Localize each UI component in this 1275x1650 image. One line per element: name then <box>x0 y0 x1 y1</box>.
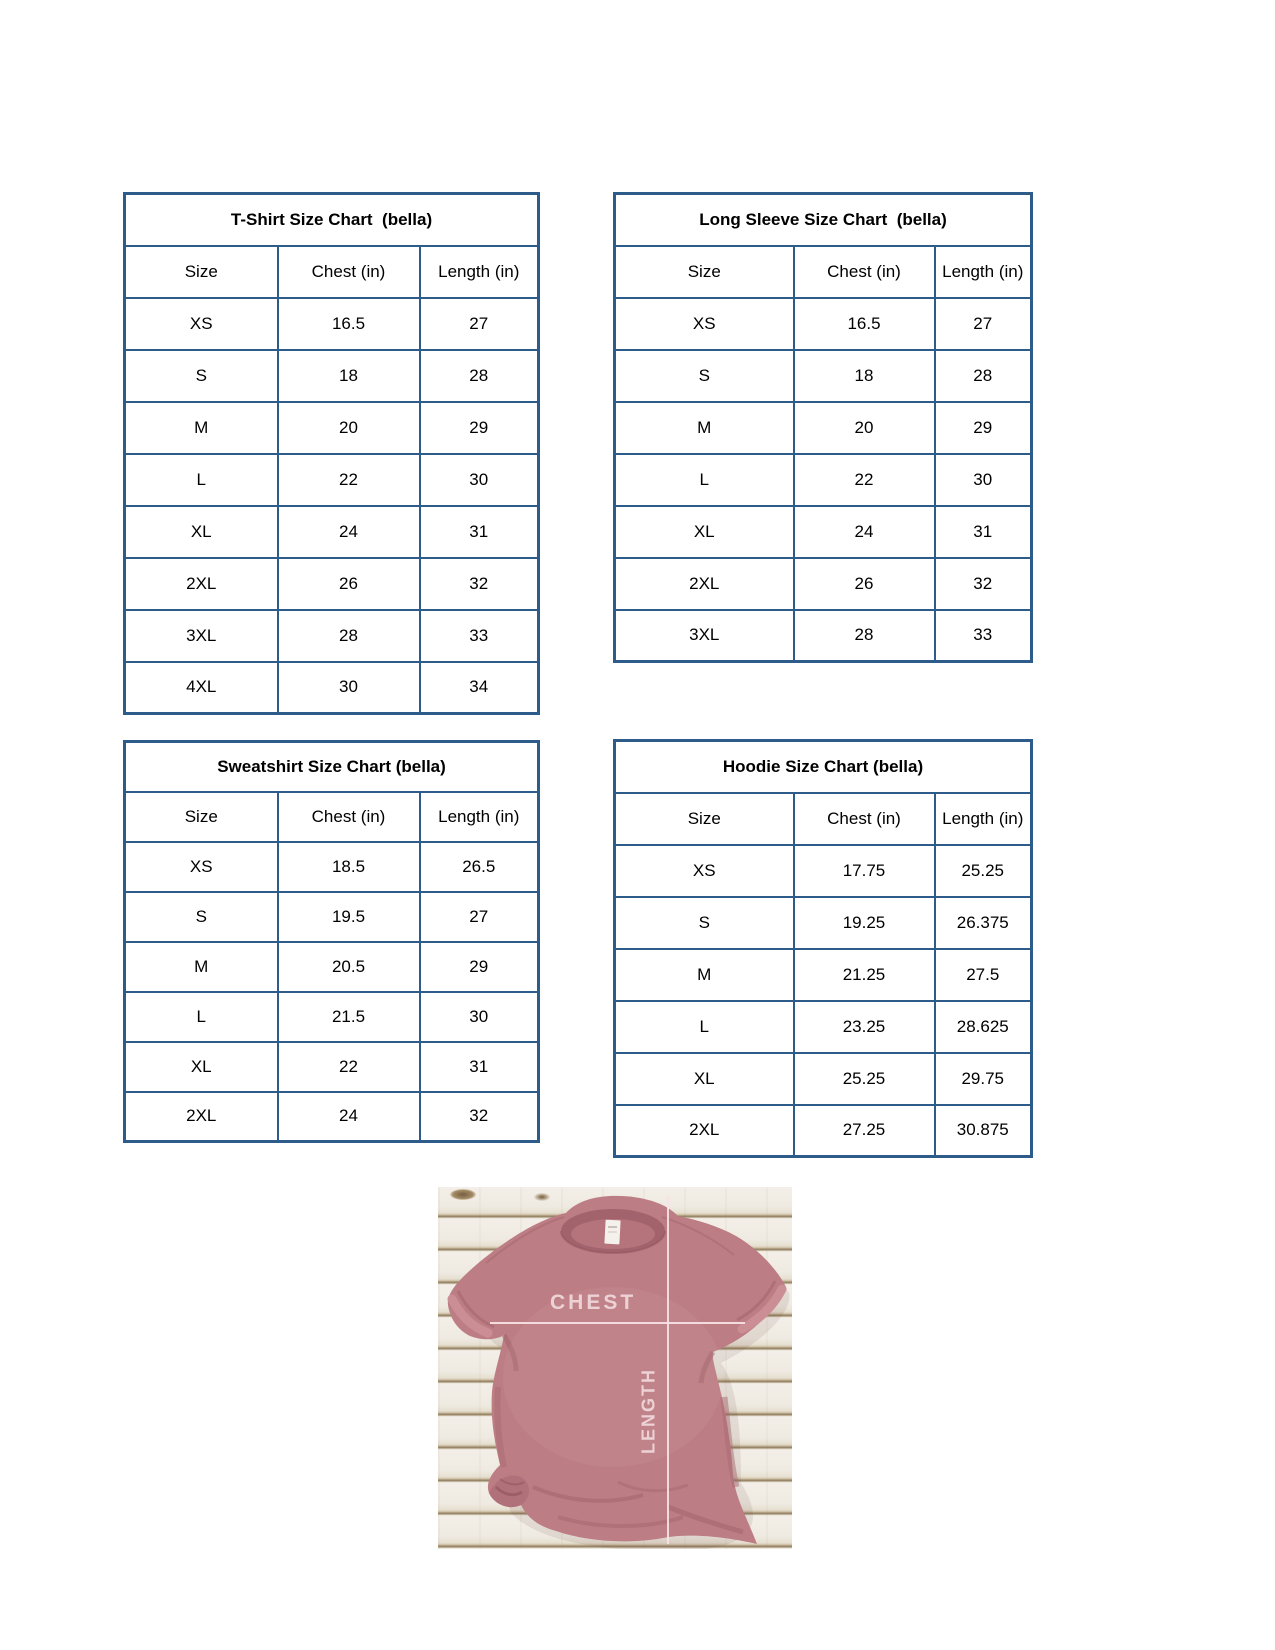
size-cell: M <box>125 402 278 454</box>
table-header-row <box>615 793 1032 845</box>
size-cell: L <box>125 992 278 1042</box>
table-row <box>125 350 539 402</box>
table-row <box>125 506 539 558</box>
chest-cell: 22 <box>794 454 935 506</box>
chest-cell: 25.25 <box>794 1053 935 1105</box>
table-row <box>125 454 539 506</box>
chest-cell: 26 <box>278 558 420 610</box>
size-cell: 2XL <box>125 558 278 610</box>
chest-cell: 26 <box>794 558 935 610</box>
table-row <box>125 662 539 714</box>
length-cell: 32 <box>420 558 539 610</box>
header-cell: Size <box>615 793 794 845</box>
table-row <box>615 298 1032 350</box>
length-cell: 31 <box>420 1042 539 1092</box>
length-cell: 26.5 <box>420 842 539 892</box>
length-cell: 27 <box>420 298 539 350</box>
size-guide-photo <box>438 1187 792 1549</box>
chest-cell: 21.5 <box>278 992 420 1042</box>
size-cell: S <box>125 350 278 402</box>
length-cell: 27 <box>935 298 1032 350</box>
length-measure-line <box>667 1195 669 1544</box>
table-row <box>615 402 1032 454</box>
size-cell: 2XL <box>615 1105 794 1157</box>
length-cell: 29 <box>420 942 539 992</box>
chest-cell: 22 <box>278 454 420 506</box>
size-cell: S <box>615 350 794 402</box>
table-row <box>615 506 1032 558</box>
chest-cell: 18.5 <box>278 842 420 892</box>
size-table-tshirt <box>123 192 540 715</box>
chest-cell: 20.5 <box>278 942 420 992</box>
length-cell: 28 <box>935 350 1032 402</box>
header-cell: Length (in) <box>935 793 1032 845</box>
chest-cell: 24 <box>794 506 935 558</box>
table-row <box>125 558 539 610</box>
size-cell: 4XL <box>125 662 278 714</box>
length-cell: 27.5 <box>935 949 1032 1001</box>
length-cell: 32 <box>935 558 1032 610</box>
table-title: Long Sleeve Size Chart (bella) <box>615 194 1032 246</box>
chest-cell: 18 <box>278 350 420 402</box>
chest-cell: 28 <box>794 610 935 662</box>
length-cell: 33 <box>935 610 1032 662</box>
length-label: LENGTH <box>638 1368 659 1454</box>
length-cell: 30 <box>420 454 539 506</box>
chest-cell: 19.5 <box>278 892 420 942</box>
length-cell: 32 <box>420 1092 539 1142</box>
chest-cell: 16.5 <box>278 298 420 350</box>
chest-cell: 16.5 <box>794 298 935 350</box>
length-cell: 31 <box>420 506 539 558</box>
size-cell: XS <box>125 298 278 350</box>
size-table-sweatshirt <box>123 740 540 1143</box>
header-cell: Chest (in) <box>794 793 935 845</box>
length-cell: 30 <box>935 454 1032 506</box>
header-cell: Length (in) <box>935 246 1032 298</box>
table-row <box>615 845 1032 897</box>
chest-cell: 19.25 <box>794 897 935 949</box>
table-title: Hoodie Size Chart (bella) <box>615 741 1032 793</box>
size-table-long-sleeve <box>613 192 1033 663</box>
header-cell: Chest (in) <box>278 246 420 298</box>
table-row <box>125 1092 539 1142</box>
header-cell: Chest (in) <box>794 246 935 298</box>
table-title: Sweatshirt Size Chart (bella) <box>125 742 539 792</box>
chest-cell: 17.75 <box>794 845 935 897</box>
header-cell: Length (in) <box>420 246 539 298</box>
length-cell: 28 <box>420 350 539 402</box>
length-cell: 27 <box>420 892 539 942</box>
table-row <box>615 949 1032 1001</box>
chest-cell: 30 <box>278 662 420 714</box>
header-cell: Size <box>125 246 278 298</box>
table-title-row <box>615 741 1032 793</box>
chest-label: CHEST <box>550 1291 637 1314</box>
table-title-row <box>125 742 539 792</box>
chest-cell: 22 <box>278 1042 420 1092</box>
chest-cell: 28 <box>278 610 420 662</box>
size-cell: XL <box>615 506 794 558</box>
length-cell: 29.75 <box>935 1053 1032 1105</box>
table-row <box>125 298 539 350</box>
header-cell: Chest (in) <box>278 792 420 842</box>
table-title-row <box>615 194 1032 246</box>
table-row <box>125 892 539 942</box>
chest-cell: 23.25 <box>794 1001 935 1053</box>
table-row <box>125 992 539 1042</box>
table-title-row <box>125 194 539 246</box>
length-cell: 30 <box>420 992 539 1042</box>
size-cell: XS <box>615 845 794 897</box>
chest-cell: 20 <box>794 402 935 454</box>
table-row <box>125 610 539 662</box>
chest-cell: 24 <box>278 1092 420 1142</box>
size-cell: M <box>125 942 278 992</box>
table-row <box>615 897 1032 949</box>
table-row <box>615 1001 1032 1053</box>
table-title: T-Shirt Size Chart (bella) <box>125 194 539 246</box>
size-cell: L <box>615 1001 794 1053</box>
size-cell: M <box>615 949 794 1001</box>
table-row <box>125 842 539 892</box>
size-table-hoodie <box>613 739 1033 1158</box>
header-cell: Size <box>125 792 278 842</box>
table-row <box>615 1105 1032 1157</box>
chest-cell: 20 <box>278 402 420 454</box>
length-cell: 29 <box>420 402 539 454</box>
size-cell: XL <box>615 1053 794 1105</box>
size-cell: L <box>615 454 794 506</box>
size-cell: S <box>125 892 278 942</box>
tshirt-graphic <box>438 1187 792 1549</box>
length-cell: 26.375 <box>935 897 1032 949</box>
chest-cell: 27.25 <box>794 1105 935 1157</box>
size-cell: L <box>125 454 278 506</box>
length-cell: 28.625 <box>935 1001 1032 1053</box>
table-row <box>125 942 539 992</box>
size-cell: XS <box>125 842 278 892</box>
size-cell: 2XL <box>125 1092 278 1142</box>
size-cell: 3XL <box>615 610 794 662</box>
chest-measure-line <box>490 1322 745 1324</box>
header-cell: Size <box>615 246 794 298</box>
size-cell: XS <box>615 298 794 350</box>
length-cell: 31 <box>935 506 1032 558</box>
chest-cell: 21.25 <box>794 949 935 1001</box>
size-cell: 2XL <box>615 558 794 610</box>
length-cell: 34 <box>420 662 539 714</box>
header-cell: Length (in) <box>420 792 539 842</box>
length-cell: 25.25 <box>935 845 1032 897</box>
chest-cell: 18 <box>794 350 935 402</box>
length-cell: 33 <box>420 610 539 662</box>
size-cell: XL <box>125 1042 278 1092</box>
length-cell: 30.875 <box>935 1105 1032 1157</box>
table-header-row <box>615 246 1032 298</box>
table-row <box>615 350 1032 402</box>
table-row <box>615 610 1032 662</box>
table-row <box>615 1053 1032 1105</box>
table-row <box>615 454 1032 506</box>
table-row <box>125 402 539 454</box>
table-row <box>125 1042 539 1092</box>
size-cell: M <box>615 402 794 454</box>
table-row <box>615 558 1032 610</box>
size-cell: XL <box>125 506 278 558</box>
table-header-row <box>125 246 539 298</box>
length-cell: 29 <box>935 402 1032 454</box>
size-cell: S <box>615 897 794 949</box>
size-cell: 3XL <box>125 610 278 662</box>
chest-cell: 24 <box>278 506 420 558</box>
table-header-row <box>125 792 539 842</box>
